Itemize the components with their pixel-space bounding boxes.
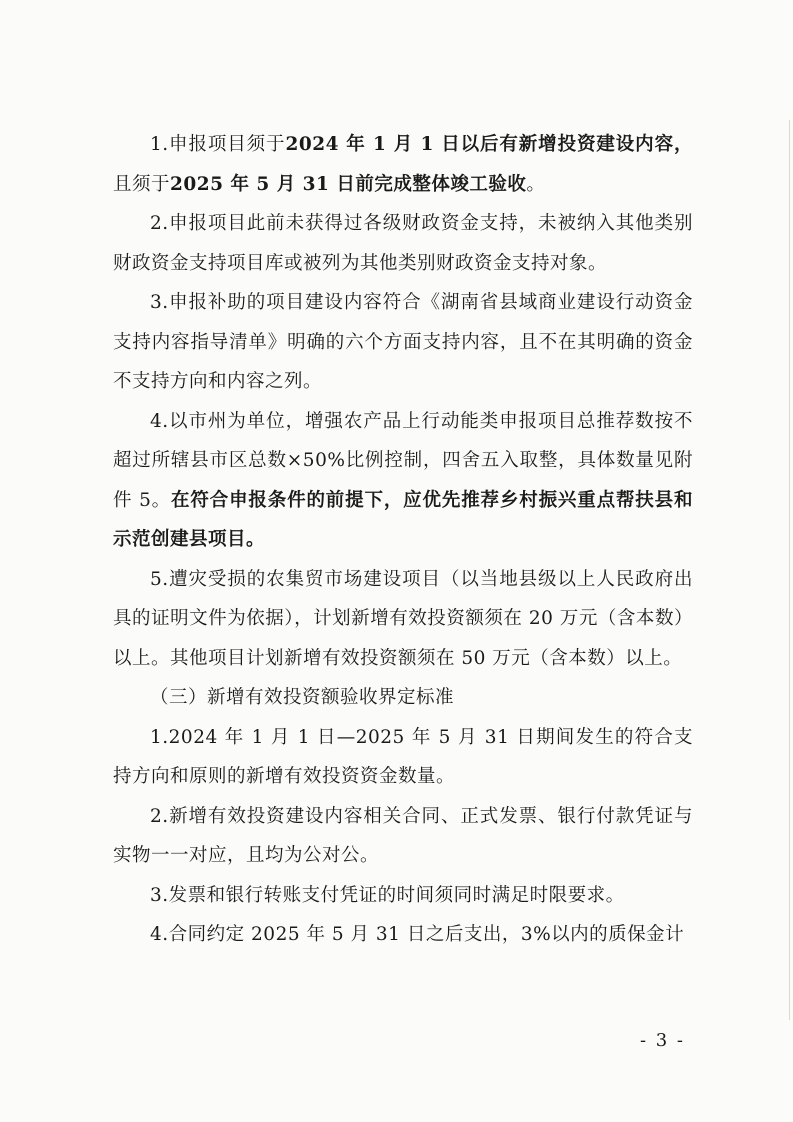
section-paragraph-4 bbox=[113, 915, 693, 955]
text-run: 4.合同约定 2025 年 5 月 31 日之后支出，3%以内的质保金计 bbox=[150, 924, 685, 945]
text-run: 1.申报项目须于 bbox=[150, 134, 286, 155]
section-paragraph-2 bbox=[113, 797, 693, 876]
scan-edge-line bbox=[789, 120, 790, 1020]
text-run: 3.申报补助的项目建设内容符合《湖南省县域商业建设行动资金支持内容指导清单》明确的六个方面支持内容，且不在其明确的资金不支持方向和内容之列。 bbox=[113, 292, 693, 392]
text-run: 2.申报项目此前未获得过各级财政资金支持，未被纳入其他类别财政资金支持项目库或被列为其他类别财政资金支持对象。 bbox=[113, 213, 693, 274]
paragraph-2 bbox=[113, 204, 693, 283]
text-run: 1.2024 年 1 月 1 日—2025 年 5 月 31 日期间发生的符合支持方向和原则的新增有效投资资金数量。 bbox=[113, 726, 693, 787]
bold-text-run: 2024 年 1 月 1 日以后有新增投资建设内容， bbox=[285, 134, 693, 155]
page-number: - 3 - bbox=[639, 1030, 685, 1051]
bold-text-run: 2025 年 5 月 31 日前完成整体竣工验收 bbox=[170, 173, 527, 195]
paragraph-1 bbox=[113, 125, 693, 204]
text-run: 2.新增有效投资建设内容相关合同、正式发票、银行付款凭证与实物一一对应，且均为公对公。 bbox=[113, 805, 693, 866]
text-run: 4.以市州为单位，增强农产品上行动能类申报项目总推荐数按不超过所辖县市区总数×50%比例控制，四舍五入取整，具体数量见附件 5。 bbox=[113, 410, 693, 511]
text-run: 。 bbox=[526, 173, 546, 195]
text-run: 3.发票和银行转账支付凭证的时间须同时满足时限要求。 bbox=[150, 884, 625, 906]
document-body bbox=[113, 125, 693, 955]
text-run: 且须于 bbox=[113, 173, 171, 195]
section-heading: （三）新增有效投资额验收界定标准 bbox=[150, 687, 455, 708]
section-paragraph-3 bbox=[113, 876, 693, 916]
paragraph-5 bbox=[113, 560, 693, 679]
paragraph-4 bbox=[113, 402, 693, 560]
section-paragraph-1 bbox=[113, 718, 693, 797]
paragraph-3 bbox=[113, 283, 693, 402]
text-run: 5.遭灾受损的农集贸市场建设项目（以当地县级以上人民政府出具的证明文件为依据），计划新增有效投资额须在 20 万元（含本数）以上。其他项目计划新增有效投资额须在 50 万元（含本数）以上。 bbox=[113, 568, 693, 669]
bold-text-run: 在符合申报条件的前提下，应优先推荐乡村振兴重点帮扶县和示范创建县项目。 bbox=[113, 489, 693, 550]
